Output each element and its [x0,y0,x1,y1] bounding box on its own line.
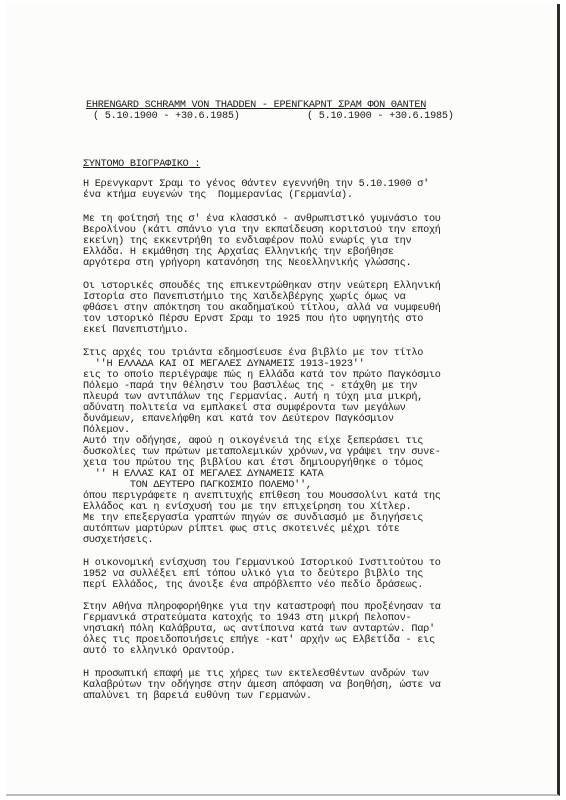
text-line: Στην Αθήνα πληροφορήθηκε για την καταστροφή που προξένησαν τα [83,602,441,613]
book-title-1: ''Η ΕΛΛΑΔΑ ΚΑΙ ΟΙ ΜΕΓΑΛΕΣ ΔΥΝΑΜΕΙΣ 1913-1923'' [83,359,365,370]
text-line: Ιστορία στο Πανεπιστήμιο της Χαιδελβέργης χωρίς όμως να [83,292,406,303]
book-title-2: '' Η ΕΛΛΑΣ ΚΑΙ ΟΙ ΜΕΓΑΛΕΣ ΔΥΝΑΜΕΙΣ ΚΑΤΑ [83,469,324,480]
text-line: δυνάμεων, επανελήφθη και κατά τον Δεύτερον Παγκόσμιον [83,414,394,425]
text-line: περί Ελλάδος, της άνοιξε ένα απρόβλεπτο νέο πεδίο δράσεως. [83,580,424,591]
text-line: πλευρά των αντιπάλων της Γερμανίας. Αυτή η τύχη μια μικρή, [83,392,424,403]
dates-latin: ( 5.10.1900 - +30.6.1985) [93,111,240,122]
text-line: αυτόπτων μαρτύρων ρίπτει φως στις σκοτεινές μέχρι τότε [83,524,400,535]
text-line: Ελλάδος και η ενίσχυσή του με την επιχείρηση του Χίτλερ. [83,502,412,513]
text-line: δυσκολίες των πρώτων μεταπολεμικών χρόνων,να γράψει την συνε- [83,447,441,458]
text-line: Με την επεξεργασία γραπτών πηγών σε συνδιασμό με διηγήσεις [83,513,424,524]
text-line: ένα κτήμα ευγενών της Πομμερανίας (Γερμανία). [83,190,353,201]
text-line: Καλαβρύτων την οδήγησε στην άμεση απόφαση να βοηθήση, ώστε να [83,680,441,691]
text-line: όλες τις προειδοποιήσεις επήγε -κατ' αρχήν ως Ελβετίδα - εις [83,635,435,646]
book-title-2-cont: ΤΟΝ ΔΕΥΤΕΡΟ ΠΑΓΚΟΣΜΙΟ ΠΟΛΕΜΟ'', [83,480,312,491]
dates-greek: ( 5.10.1900 - +30.6.1985) [307,111,454,122]
text-line: όπου περιγράφετε η ανεπιτυχής επίθεση του Μουσσολίνι κατά της [83,491,441,502]
text-line: Με τη φοίτησή της σ' ένα κλασσικό - ανθρωπιστικό γυμνάσιο του [83,214,441,225]
text-line: τον ιστορικό Πέρσυ Ερνστ Σραμ το 1925 που ήτο υφηγητής στο [83,314,424,325]
text-line: απαλύνει τη βαρειά ευθύνη των Γερμανών. [83,691,312,702]
text-line: Ελλάδα. Η εκμάθηση της Αρχαίας Ελληνικής την εβοήθησε [83,247,394,258]
text-line: νησιακή πόλη Καλάβρυτα, ως αντίποινα κατά των ανταρτών. Παρ' [83,624,435,635]
text-line: Πόλεμον. [83,425,130,436]
text-line: συσχετήσεις. [83,535,154,546]
text-line: εκείνη) της εκκεντρήθη το ενδιαφέρον πολύ ενωρίς για την [83,236,412,247]
text-line: αδύνατη πολιτεία να εμπλακεί στα συμφέροντα των μεγάλων [83,403,406,414]
document-page [6,4,560,796]
text-line: Η προσωπική επαφή με τις χήρες των εκτελεσθέντων ανδρών των [83,669,429,680]
text-line: αυτό το ελληνικό Οραντούρ. [83,646,236,657]
document-title: EHRENGARD SCHRAMM VON THADDEN - ΕΡΕΝΓΚΑΡΝΤ ΣΡΑΜ ΦΟΝ ΘΑΝΤΕΝ [86,100,427,111]
text-line: Βερολίνου (κάτι σπάνιο για την εκπαίδευση κοριτσιού την εποχή [83,225,441,236]
text-line: Στις αρχές του τριάντα εδημοσίευσε ένα βιβλίο με τον τίτλο [83,348,424,359]
text-line: Πόλεμο -παρά την θέλησιν του βασιλέως της - ετάχθη με την [83,381,418,392]
text-line: φθάσει στην απόκτηση του ακαδημαϊκού τίτλου, αλλά να νυμφευθή [83,303,441,314]
text-line: Η οικονομική ενίσχυση του Γερμανικού Ιστορικού Ινστιτούτου το [83,558,441,569]
text-line: εις το οποίο περιέγραψε πώς η Ελλάδα κατά τον πρώτο Παγκόσμιο [83,370,441,381]
text-line: Γερμανικά στρατεύματα κατοχής το 1943 στη μικρή Πελοπον- [83,613,412,624]
text-line: Οι ιστορικές σπουδές της επικεντρώθηκαν στην νεώτερη Ελληνική [83,281,441,292]
text-line: Η Ερενγκαρντ Σραμ το γένος Θάντεν εγεννήθη την 5.10.1900 σ' [83,179,429,190]
section-heading: ΣΥΝΤΟΜΟ ΒΙΟΓΡΑΦΙΚΟ : [83,159,201,170]
text-line: εκεί Πανεπιστήμιο. [83,325,189,336]
text-line: 1952 να συλλέξει επί τόπου υλικό για το δεύτερο βιβλίο της [83,569,424,580]
text-line: Αυτό την οδήγησε, αφού η οικογένειά της είχε ξεπεράσει τις [83,436,424,447]
text-line: αργότερα στη γρήγορη κατανόηση της Νεοελληνικής γλώσσης. [83,258,412,269]
text-line: χεια του πρώτου της βιβλίου και έτσι δημιουργήθηκε ο τόμος [83,458,424,469]
